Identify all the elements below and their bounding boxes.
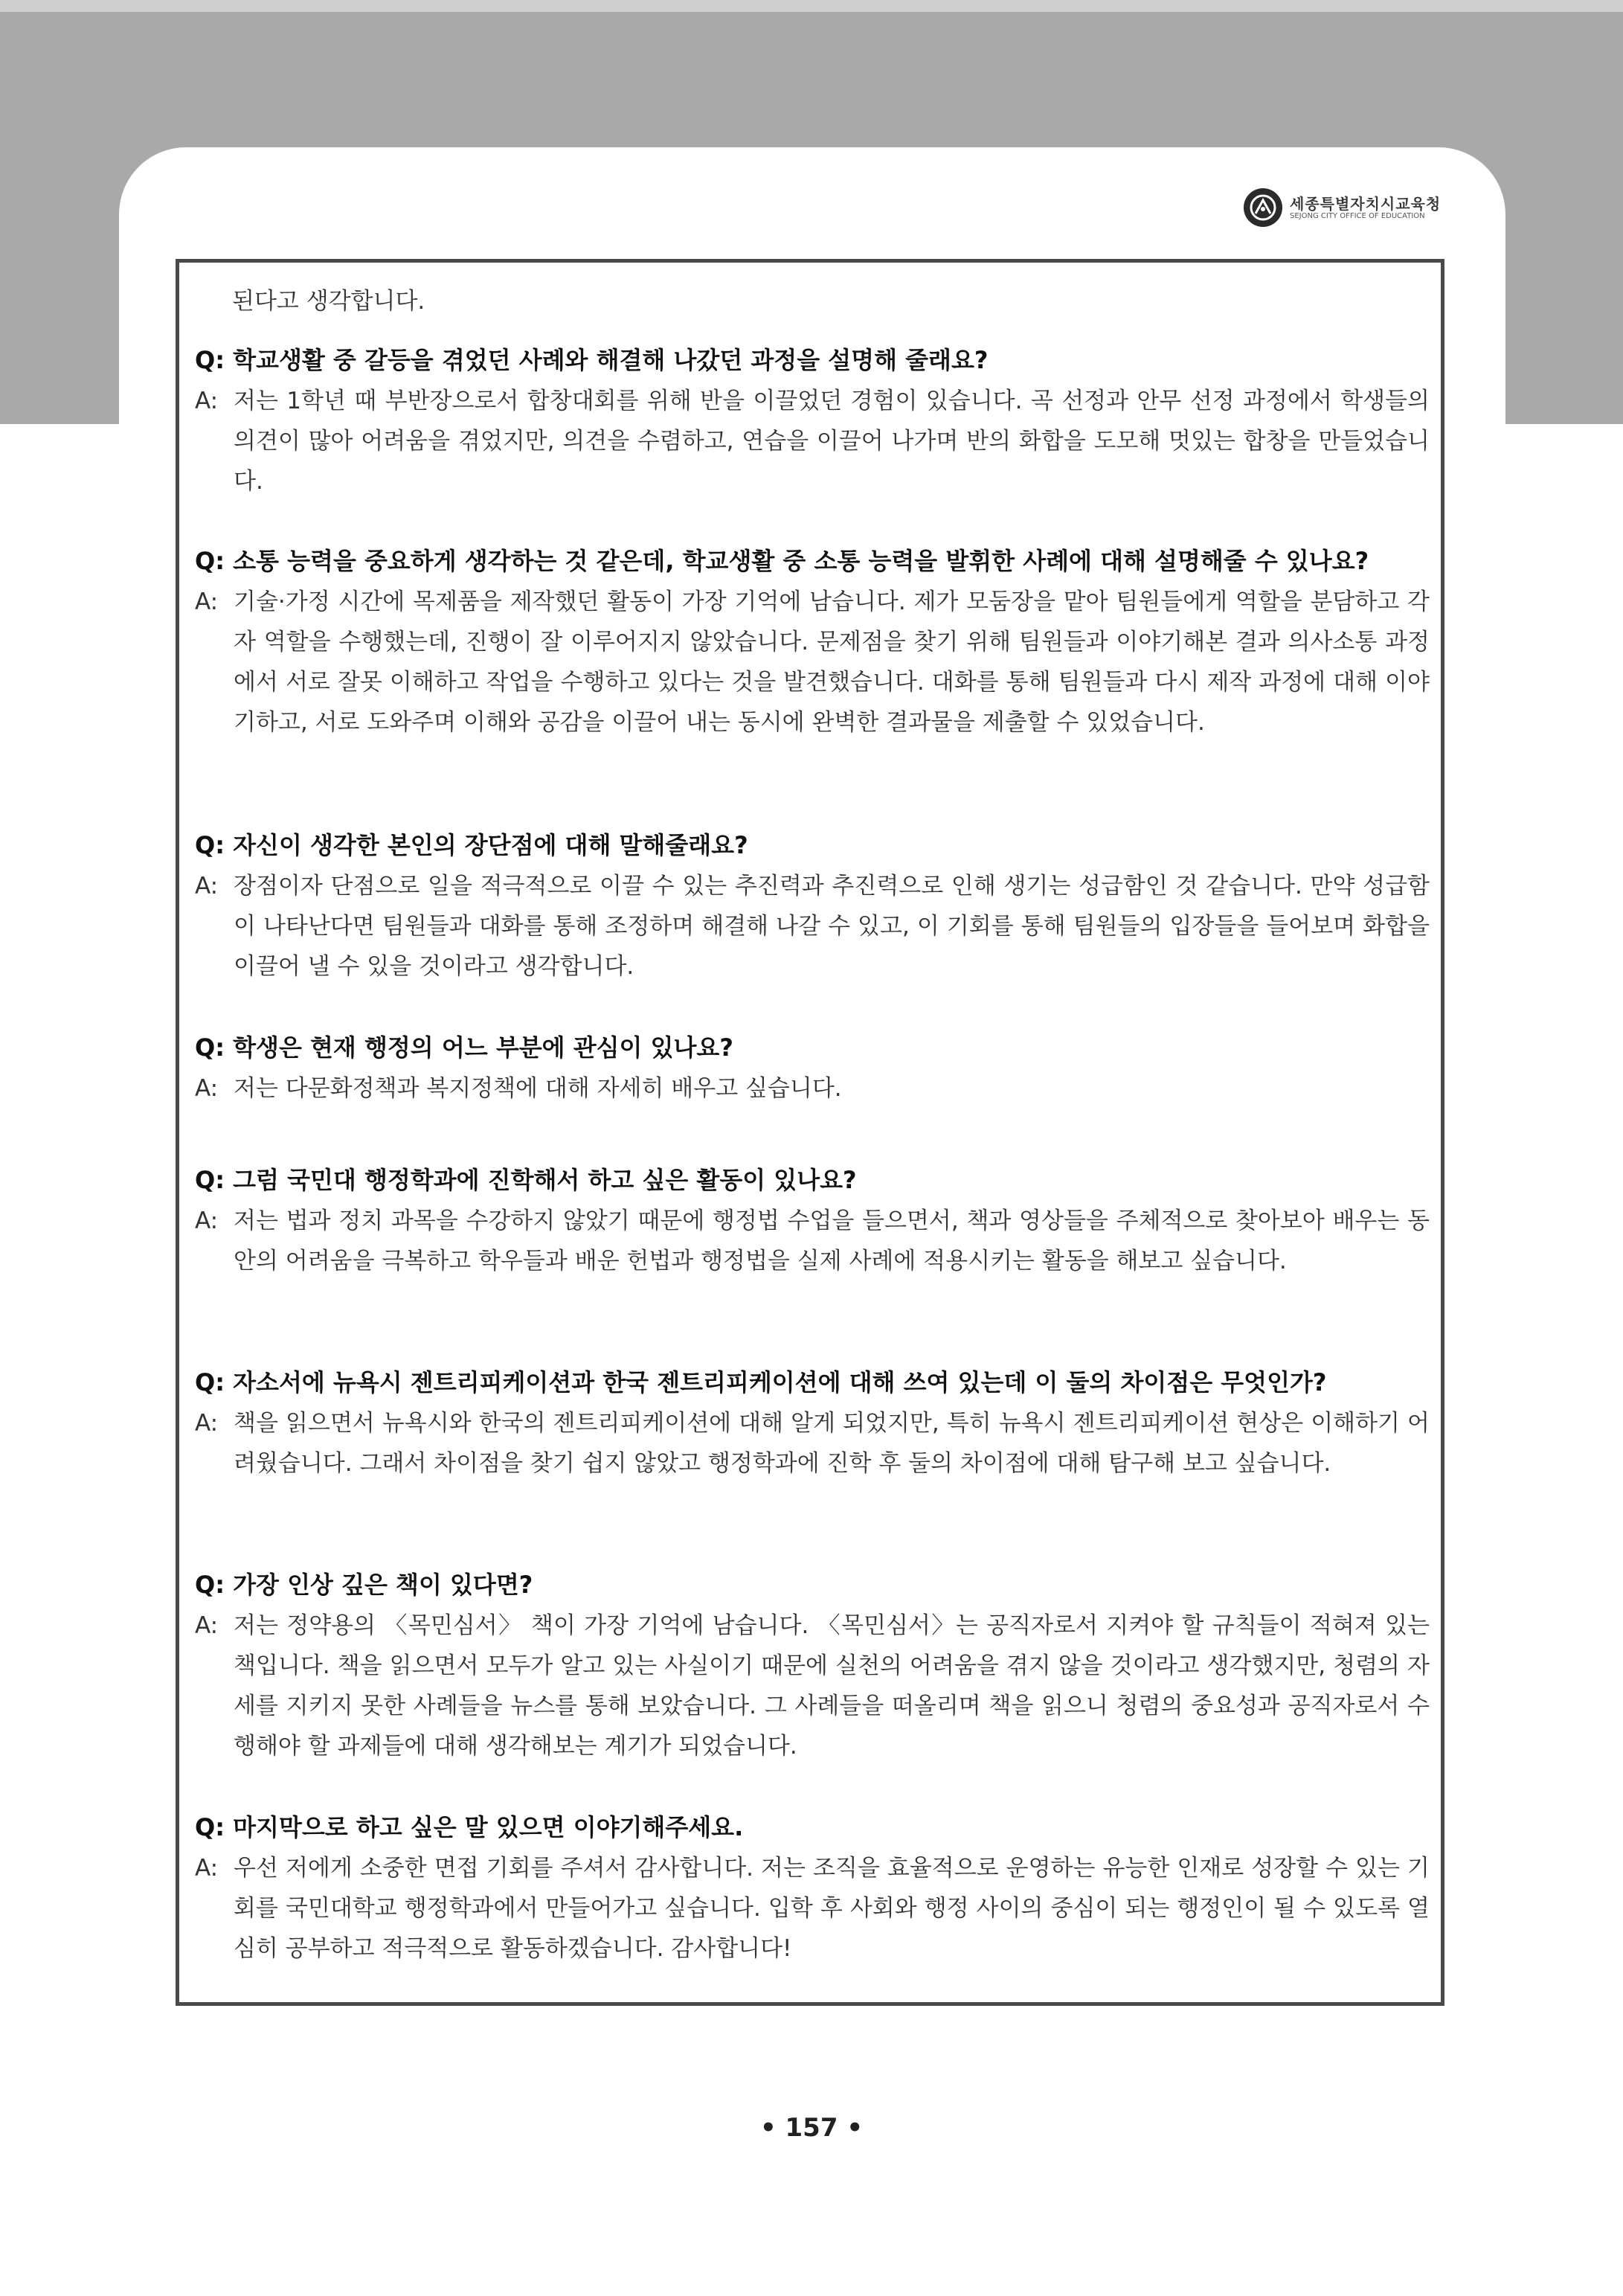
question-text: 자소서에 뉴욕시 젠트리피케이션과 한국 젠트리피케이션에 대해 쓰여 있는데 이 둘의 차이점은 무엇인가? xyxy=(233,1368,1327,1396)
question-prefix: Q: xyxy=(195,1368,225,1396)
qa-item xyxy=(195,824,1430,987)
qa-item xyxy=(195,540,1430,743)
question xyxy=(195,540,1430,582)
answer-prefix: A: xyxy=(195,589,219,615)
qa-item xyxy=(195,339,1430,501)
question-text: 학생은 현재 행정의 어느 부분에 관심이 있나요? xyxy=(233,1033,733,1062)
answer xyxy=(195,1848,1430,1969)
question-text: 소통 능력을 중요하게 생각하는 것 같은데, 학교생활 중 소통 능력을 발휘한 사례에 대해 설명해줄 수 있나요? xyxy=(233,547,1369,575)
qa-item xyxy=(195,1362,1430,1484)
qa-item xyxy=(195,1564,1430,1766)
lead-text: 된다고 생각합니다. xyxy=(232,288,425,315)
question-prefix: Q: xyxy=(195,1166,225,1194)
answer-text: 기술·가정 시간에 목제품을 제작했던 활동이 가장 기억에 남습니다. 제가 모둠장을 맡아 팀원들에게 역할을 분담하고 각자 역할을 수행했는데, 진행이 잘 이루어지지 않았습니다. 문제점을 찾기 위해 팀원들과 이야기해본 결과 의사소통 과정에서 서로 잘못 이해하고 작업을 수행하고 있다는 것을 발견했습니다. 대화를 통해 팀원들과 다시 제작 과정에 대해 이야기하고, 서로 도와주며 이해와 공감을 이끌어 내는 동시에 완벽한 결과물을 제출할 수 있었습니다. xyxy=(234,589,1430,736)
answer-prefix: A: xyxy=(195,1410,219,1437)
answer xyxy=(195,866,1430,987)
question-text: 학교생활 중 갈등을 겪었던 사례와 해결해 나갔던 과정을 설명해 줄래요? xyxy=(233,346,989,374)
question-prefix: Q: xyxy=(195,831,225,859)
answer-prefix: A: xyxy=(195,1075,219,1102)
header-top-strip xyxy=(0,0,1623,12)
question-prefix: Q: xyxy=(195,1571,225,1599)
question xyxy=(195,1362,1430,1403)
answer-text: 저는 1학년 때 부반장으로서 합창대회를 위해 반을 이끌었던 경험이 있습니다. 곡 선정과 안무 선정 과정에서 학생들의 의견이 많아 어려움을 겪었지만, 의견을 수렴하고, 연습을 이끌어 나가며 반의 화합을 도모해 멋있는 합창을 만들었습니다. xyxy=(234,388,1430,495)
logo-text xyxy=(1290,196,1441,220)
answer-text: 우선 저에게 소중한 면접 기회를 주셔서 감사합니다. 저는 조직을 효율적으로 운영하는 유능한 인재로 성장할 수 있는 기회를 국민대학교 행정학과에서 만들어가고 싶습니다. 입학 후 사회와 행정 사이의 중심이 되는 행정인이 될 수 있도록 열심히 공부하고 적극적으로 활동하겠습니다. 감사합니다! xyxy=(234,1855,1430,1962)
left-margin-stripe xyxy=(0,408,119,424)
answer xyxy=(195,1403,1430,1484)
answer xyxy=(195,381,1430,501)
answer xyxy=(195,582,1430,743)
answer xyxy=(195,1201,1430,1281)
question xyxy=(195,1027,1430,1068)
logo-english-name: SEJONG CITY OFFICE OF EDUCATION xyxy=(1290,211,1425,220)
question-prefix: Q: xyxy=(195,547,225,575)
answer xyxy=(195,1068,1430,1109)
answer-prefix: A: xyxy=(195,873,219,900)
question xyxy=(195,824,1430,866)
qa-item xyxy=(195,1027,1430,1109)
qa-item xyxy=(195,1806,1430,1969)
question-text: 그럼 국민대 행정학과에 진학해서 하고 싶은 활동이 있나요? xyxy=(233,1166,857,1194)
logo-korean-name: 세종특별자치시교육청 xyxy=(1290,194,1442,213)
question xyxy=(195,1564,1430,1606)
question xyxy=(195,339,1430,381)
answer xyxy=(195,1606,1430,1766)
answer-prefix: A: xyxy=(195,388,219,414)
answer-prefix: A: xyxy=(195,1208,219,1234)
qa-item xyxy=(195,1159,1430,1281)
question xyxy=(195,1806,1430,1848)
answer-text: 저는 정약용의 〈목민심서〉 책이 가장 기억에 남습니다. 〈목민심서〉는 공직자로서 지켜야 할 규칙들이 적혀져 있는 책입니다. 책을 읽으면서 모두가 알고 있는 사실이기 때문에 실천의 어려움을 겪지 않을 것이라고 생각했지만, 청렴의 자세를 지키지 못한 사례들을 뉴스를 통해 보았습니다. 그 사례들을 떠올리며 책을 읽으니 청렴의 중요성과 공직자로서 수행해야 할 과제들에 대해 생각해보는 계기가 되었습니다. xyxy=(234,1612,1430,1760)
answer-text: 장점이자 단점으로 일을 적극적으로 이끌 수 있는 추진력과 추진력으로 인해 생기는 성급함인 것 같습니다. 만약 성급함이 나타난다면 팀원들과 대화를 통해 조정하며 해결해 나갈 수 있고, 이 기회를 통해 팀원들의 입장들을 들어보며 화합을 이끌어 낼 수 있을 것이라고 생각합니다. xyxy=(234,873,1430,980)
education-office-logo xyxy=(1244,186,1467,229)
answer-text: 책을 읽으면서 뉴욕시와 한국의 젠트리피케이션에 대해 알게 되었지만, 특히 뉴욕시 젠트리피케이션 현상은 이해하기 어려웠습니다. 그래서 차이점을 찾기 쉽지 않았고 행정학과에 진학 후 둘의 차이점에 대해 탐구해 보고 싶습니다. xyxy=(234,1410,1430,1477)
right-margin-stripe xyxy=(1505,408,1623,424)
answer-prefix: A: xyxy=(195,1855,219,1882)
answer-prefix: A: xyxy=(195,1612,219,1639)
question-text: 마지막으로 하고 싶은 말 있으면 이야기해주세요. xyxy=(233,1813,744,1841)
answer-text: 저는 법과 정치 과목을 수강하지 않았기 때문에 행정법 수업을 들으면서, 책과 영상들을 주체적으로 찾아보아 배우는 동안의 어려움을 극복하고 학우들과 배운 헌법과 행정법을 실제 사례에 적용시키는 활동을 해보고 싶습니다. xyxy=(234,1208,1430,1274)
question-text: 자신이 생각한 본인의 장단점에 대해 말해줄래요? xyxy=(233,831,748,859)
question-prefix: Q: xyxy=(195,346,225,374)
question-prefix: Q: xyxy=(195,1033,225,1062)
question xyxy=(195,1159,1430,1201)
logo-emblem-icon xyxy=(1244,188,1282,227)
question-prefix: Q: xyxy=(195,1813,225,1841)
page-number: • 157 • xyxy=(759,2113,864,2143)
question-text: 가장 인상 깊은 책이 있다면? xyxy=(233,1571,533,1599)
answer-text: 저는 다문화정책과 복지정책에 대해 자세히 배우고 싶습니다. xyxy=(234,1075,842,1102)
